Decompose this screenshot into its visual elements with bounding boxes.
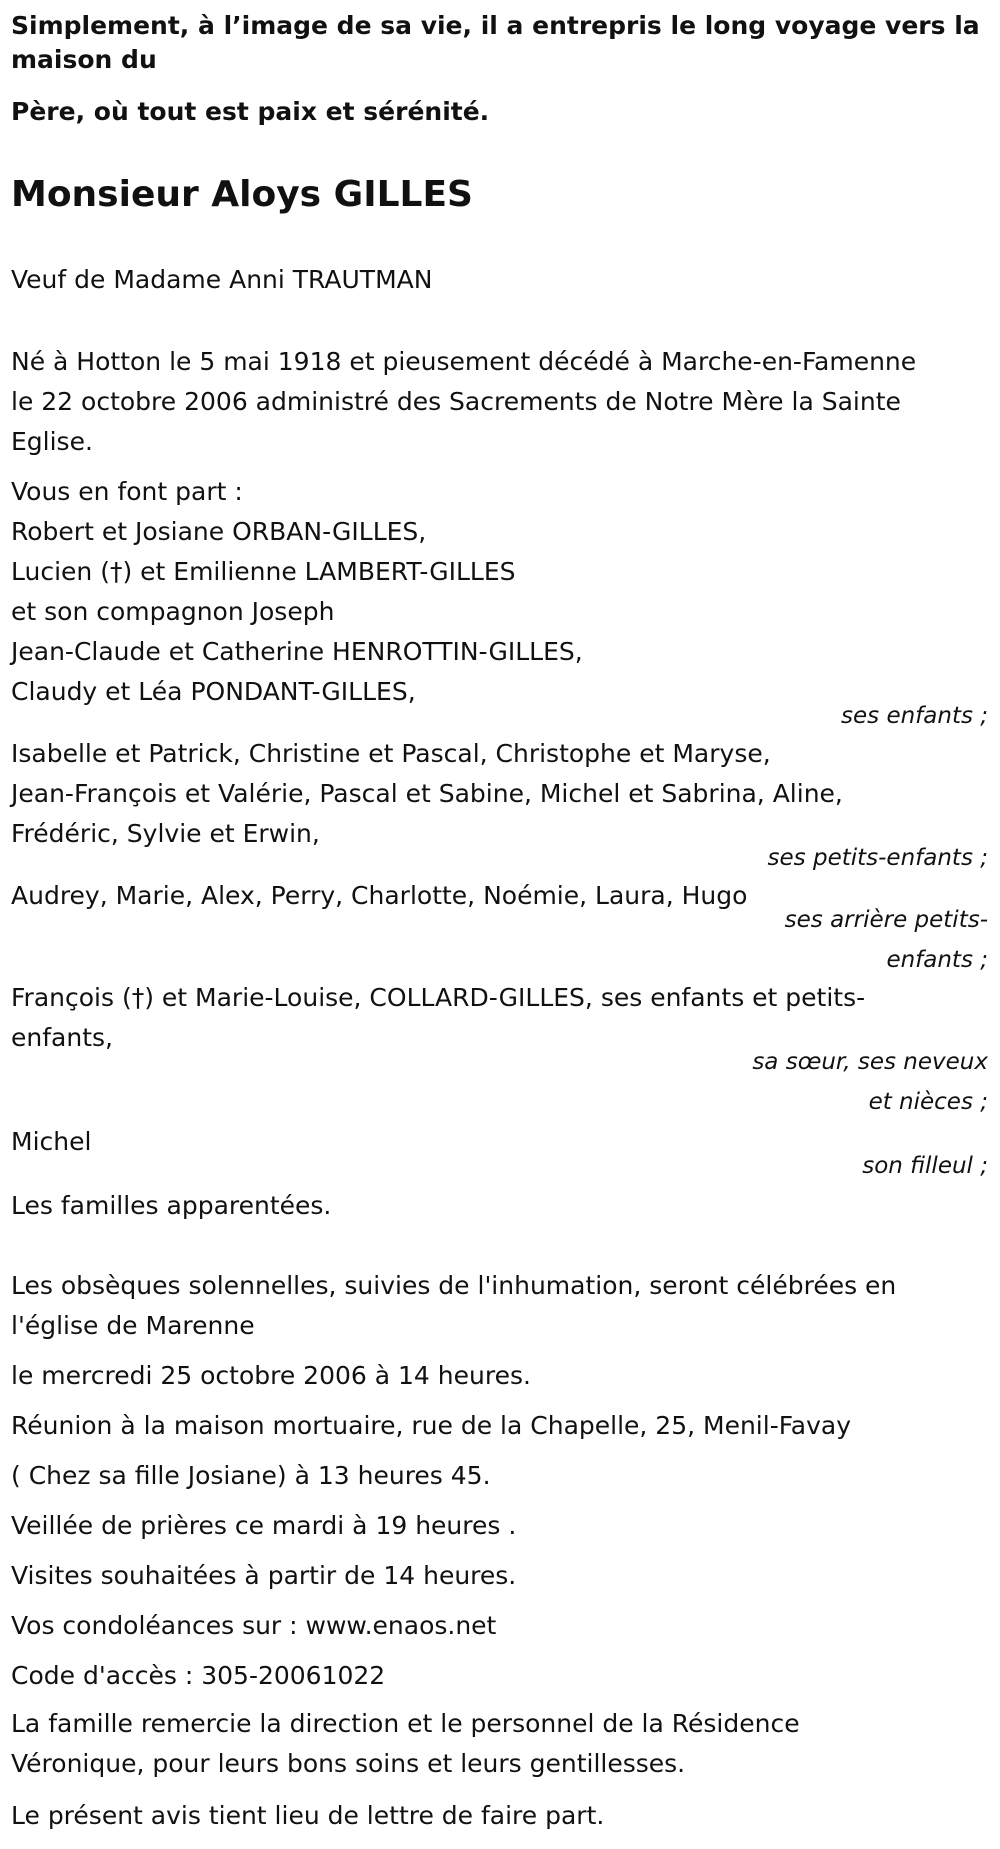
grandchildren-line-3: Frédéric, Sylvie et Erwin, — [11, 819, 320, 848]
thanks-line-2: Véronique, pour leurs bons soins et leurs gentillesses. — [11, 1749, 686, 1778]
closing-line: Le présent avis tient lieu de lettre de faire part. — [11, 1801, 605, 1830]
sister-line-1: François (†) et Marie-Louise, COLLARD-GILLES, ses enfants et petits- — [11, 983, 866, 1012]
children-label: ses enfants ; — [841, 703, 988, 729]
announce-line: Vous en font part : — [11, 477, 243, 506]
godson-line: Michel — [11, 1127, 92, 1156]
birth-line-1: Né à Hotton le 5 mai 1918 et pieusement décédé à Marche-en-Famenne — [11, 347, 917, 376]
sister-label-2: et nièces ; — [868, 1089, 988, 1115]
detail-access-code: Code d'accès : 305-20061022 — [11, 1661, 386, 1690]
godson-label: son filleul ; — [862, 1153, 988, 1179]
birth-line-3: Eglise. — [11, 427, 93, 456]
sister-label-1: sa sœur, ses neveux — [752, 1049, 988, 1075]
great-grandchildren-label-1: ses arrière petits- — [784, 907, 988, 933]
children-line-4: Jean-Claude et Catherine HENROTTIN-GILLES, — [11, 637, 583, 666]
deceased-name: Monsieur Aloys GILLES — [11, 174, 473, 215]
children-line-1: Robert et Josiane ORBAN-GILLES, — [11, 517, 427, 546]
detail-condolences: Vos condoléances sur : www.enaos.net — [11, 1611, 497, 1640]
intro-line-1: Simplement, à l’image de sa vie, il a entrepris le long voyage vers la — [11, 11, 980, 40]
intro-line-3: Père, où tout est paix et sérénité. — [11, 97, 490, 126]
funeral-line-2: l'église de Marenne — [11, 1311, 255, 1340]
detail-visits: Visites souhaitées à partir de 14 heures. — [11, 1561, 517, 1590]
sister-line-2: enfants, — [11, 1023, 113, 1052]
children-line-5: Claudy et Léa PONDANT-GILLES, — [11, 677, 416, 706]
grandchildren-line-2: Jean-François et Valérie, Pascal et Sabine, Michel et Sabrina, Aline, — [11, 779, 843, 808]
great-grandchildren-label-2: enfants ; — [886, 947, 988, 973]
detail-vigil: Veillée de prières ce mardi à 19 heures . — [11, 1511, 517, 1540]
intro-line-2: maison du — [11, 45, 157, 74]
detail-meeting-time: ( Chez sa fille Josiane) à 13 heures 45. — [11, 1461, 491, 1490]
detail-date: le mercredi 25 octobre 2006 à 14 heures. — [11, 1361, 531, 1390]
grandchildren-line-1: Isabelle et Patrick, Christine et Pascal, Christophe et Maryse, — [11, 739, 771, 768]
great-grandchildren-line: Audrey, Marie, Alex, Perry, Charlotte, Noémie, Laura, Hugo — [11, 881, 748, 910]
children-line-3: et son compagnon Joseph — [11, 597, 335, 626]
children-line-2: Lucien (†) et Emilienne LAMBERT-GILLES — [11, 557, 516, 586]
thanks-line-1: La famille remercie la direction et le personnel de la Résidence — [11, 1709, 800, 1738]
grandchildren-label: ses petits-enfants ; — [767, 845, 988, 871]
families-line: Les familles apparentées. — [11, 1191, 332, 1220]
funeral-line-1: Les obsèques solennelles, suivies de l'inhumation, seront célébrées en — [11, 1271, 897, 1300]
detail-meeting: Réunion à la maison mortuaire, rue de la Chapelle, 25, Menil-Favay — [11, 1411, 852, 1440]
birth-line-2: le 22 octobre 2006 administré des Sacrements de Notre Mère la Sainte — [11, 387, 901, 416]
widower-line: Veuf de Madame Anni TRAUTMAN — [11, 265, 433, 294]
